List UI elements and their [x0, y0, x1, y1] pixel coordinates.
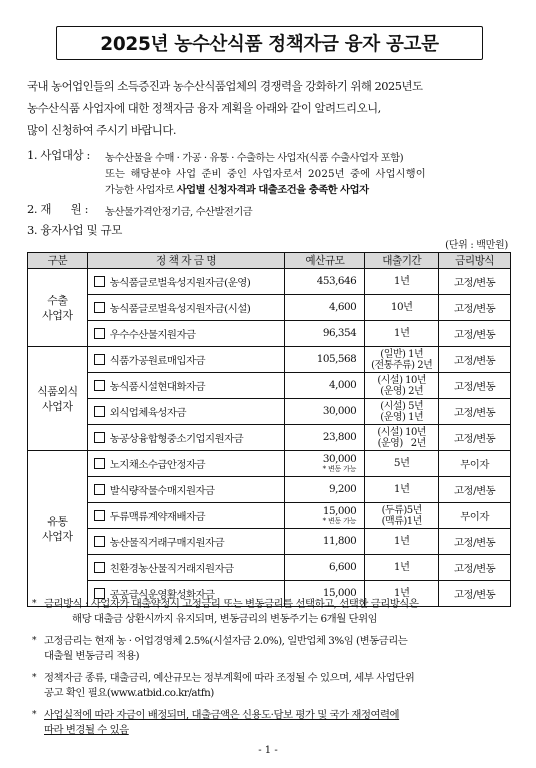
- notes-section: [32, 597, 512, 745]
- fund-name: 노지채소수급안정자금: [109, 459, 206, 471]
- checkbox-icon: [94, 432, 105, 443]
- period-line: (운영) 1년: [380, 411, 424, 423]
- rate-cell: 고정/변동: [439, 581, 511, 607]
- fund-name: 농식품글로벌육성지원자금(운영): [109, 277, 251, 289]
- page-title: 2025년 농수산식품 정책자금 융자 공고문: [56, 26, 483, 60]
- budget-value: 23,800: [322, 431, 357, 443]
- budget-cell: [285, 295, 365, 321]
- section-1-line-text: 가능한 사업자로: [105, 184, 174, 196]
- rate-cell: 고정/변동: [439, 555, 511, 581]
- checkbox-icon: [94, 458, 105, 469]
- table-header-row: [28, 253, 511, 269]
- fund-name-cell: [87, 321, 285, 347]
- fund-name: 공공급식운영활성화자금: [109, 589, 215, 601]
- budget-cell: [285, 503, 365, 529]
- fund-name: 발식량작물수매지원자금: [109, 485, 215, 497]
- fund-name: 농식품글로벌육성지원자금(시설): [109, 303, 251, 315]
- category-name-line: 수출: [47, 293, 68, 307]
- header-budget: 예산규모: [285, 253, 365, 269]
- budget-cell: [285, 321, 365, 347]
- fund-name-cell: [87, 451, 285, 477]
- intro-line: 국내 농어업인들의 소득증진과 농수산식품업체의 경쟁력을 강화하기 위해 2025년도: [27, 79, 423, 93]
- period-line: (시설) 10년: [377, 374, 427, 386]
- budget-value: 96,354: [322, 327, 357, 339]
- category-name-line: 식품외식: [37, 384, 78, 398]
- note-line: 고정금리는 현재 농 · 어업경영체 2.5%(시설자금 2.0%), 일반업체 3%임 (변동금리는: [44, 635, 408, 647]
- period-line: (운영) 2년: [380, 385, 424, 397]
- note-marker: *: [32, 599, 36, 609]
- note-line: 해당 대출금 상환시까지 유지되며, 변동금리의 변동주기는 6개월 단위임: [44, 613, 378, 625]
- budget-cell: [285, 347, 365, 373]
- period-line: (시설) 10년: [377, 426, 427, 438]
- checkbox-icon: [94, 276, 105, 287]
- budget-cell: [285, 529, 365, 555]
- fund-name-cell: [87, 269, 285, 295]
- rate-cell: 무이자: [439, 503, 511, 529]
- intro-paragraph: [27, 75, 511, 142]
- period-cell: [365, 555, 439, 581]
- budget-cell: [285, 451, 365, 477]
- budget-value: 30,000: [322, 453, 357, 465]
- fund-name: 두류맥류계약재배자금: [109, 511, 206, 523]
- checkbox-icon: [94, 354, 105, 365]
- header-rate: 금리방식: [439, 253, 511, 269]
- table-row: [28, 295, 511, 321]
- section-3-label: 3. 융자사업 및 규모: [27, 223, 122, 237]
- rate-cell: 고정/변동: [439, 477, 511, 503]
- table-row: [28, 425, 511, 451]
- table-row: [28, 555, 511, 581]
- table-row: [28, 399, 511, 425]
- note-marker: *: [32, 710, 36, 720]
- note-line: 대출월 변동금리 적용): [44, 650, 139, 662]
- note-line: 따라 변경될 수 있음: [44, 724, 129, 736]
- budget-value: 9,200: [329, 483, 357, 495]
- checkbox-icon: [94, 562, 105, 573]
- fund-name-cell: [87, 373, 285, 399]
- period-line: (일반) 1년: [380, 348, 424, 360]
- period-cell: [365, 295, 439, 321]
- fund-name-cell: [87, 477, 285, 503]
- category-name-line: 사업자: [42, 308, 73, 322]
- category-name-line: 사업자: [42, 529, 73, 543]
- note-line: 공고 확인 필요(www.atbid.co.kr/atfn): [44, 687, 214, 699]
- budget-cell: [285, 373, 365, 399]
- header-category: 구분: [28, 253, 88, 269]
- period-cell: [365, 347, 439, 373]
- fund-name: 외식업체육성자금: [109, 407, 186, 419]
- fund-name-cell: [87, 529, 285, 555]
- period-line: (운영) 2년: [377, 437, 426, 449]
- period-line: 1년: [393, 587, 410, 599]
- period-cell: [365, 425, 439, 451]
- fund-name: 친환경농산물직거래지원자금: [109, 563, 234, 575]
- section-2-text: 농산물가격안정기금, 수산발전기금: [105, 206, 253, 218]
- intro-line: 많이 신청하여 주시기 바랍니다.: [27, 123, 177, 138]
- checkbox-icon: [94, 510, 105, 521]
- period-cell: [365, 269, 439, 295]
- period-cell: [365, 321, 439, 347]
- note-item: [32, 671, 512, 701]
- period-line: 1년: [393, 327, 410, 339]
- note-line: 사업실적에 따라 자금이 배정되며, 대출금액은 신용도·담보 평가 및 국가 재정여력에: [44, 709, 400, 721]
- table-row: [28, 477, 511, 503]
- section-2-label: 2. 재 원 :: [27, 202, 89, 216]
- period-line: 10년: [390, 301, 413, 313]
- budget-value: 4,000: [329, 379, 357, 391]
- table-row: [28, 373, 511, 399]
- section-1-emphasis: 사업별 신청자격과 대출조건을 충족한 사업자: [176, 184, 369, 196]
- period-line: (두류)5년: [381, 504, 422, 516]
- rate-cell: 고정/변동: [439, 347, 511, 373]
- budget-note: * 변동 가능: [322, 465, 357, 473]
- budget-cell: [285, 555, 365, 581]
- checkbox-icon: [94, 406, 105, 417]
- budget-value: 6,600: [329, 561, 357, 573]
- note-item: [32, 634, 512, 664]
- fund-name-cell: [87, 295, 285, 321]
- table-row: [28, 503, 511, 529]
- period-line: 1년: [393, 561, 410, 573]
- note-marker: *: [32, 673, 36, 683]
- category-cell: [28, 269, 88, 347]
- rate-cell: 무이자: [439, 451, 511, 477]
- budget-value: 453,646: [316, 275, 357, 287]
- unit-label: (단위 : 백만원): [445, 240, 508, 251]
- rate-cell: 고정/변동: [439, 399, 511, 425]
- budget-value: 4,600: [329, 301, 357, 313]
- fund-name: 농산물직거래구매지원자금: [109, 537, 225, 549]
- header-period: 대출기간: [365, 253, 439, 269]
- fund-name-cell: [87, 503, 285, 529]
- table-row: [28, 321, 511, 347]
- period-line: (시설) 5년: [380, 400, 424, 412]
- table-row: [28, 269, 511, 295]
- checkbox-icon: [94, 302, 105, 313]
- fund-name-cell: [87, 399, 285, 425]
- page-number: - 1 -: [258, 745, 278, 756]
- fund-name-cell: [87, 555, 285, 581]
- period-cell: [365, 529, 439, 555]
- period-cell: [365, 373, 439, 399]
- category-name-line: 사업자: [42, 399, 73, 413]
- fund-name: 농식품시설현대화자금: [109, 381, 206, 393]
- fund-name: 식품가공원료매입자금: [109, 355, 206, 367]
- note-line: 정책자금 종류, 대출금리, 예산규모는 정부계획에 따라 조정될 수 있으며, 세부 사업단위: [44, 672, 415, 684]
- budget-note: * 변동 가능: [322, 517, 357, 525]
- budget-value: 15,000: [322, 587, 357, 599]
- period-cell: [365, 503, 439, 529]
- fund-name: 농공상융합형중소기업지원자금: [109, 433, 244, 445]
- period-line: 1년: [393, 535, 410, 547]
- checkbox-icon: [94, 380, 105, 391]
- period-line: 1년: [393, 275, 410, 287]
- note-item: [32, 708, 512, 738]
- table-row: [28, 451, 511, 477]
- budget-value: 30,000: [322, 405, 357, 417]
- fund-name-cell: [87, 425, 285, 451]
- section-1-line: 또는 해당분야 사업 준비 중인 사업자로서 2025년 중에 사업시행이: [105, 168, 426, 180]
- period-cell: [365, 399, 439, 425]
- budget-cell: [285, 425, 365, 451]
- rate-cell: 고정/변동: [439, 373, 511, 399]
- rate-cell: 고정/변동: [439, 425, 511, 451]
- category-cell: [28, 347, 88, 451]
- rate-cell: 고정/변동: [439, 295, 511, 321]
- rate-cell: 고정/변동: [439, 269, 511, 295]
- rate-cell: 고정/변동: [439, 529, 511, 555]
- budget-value: 15,000: [322, 505, 357, 517]
- period-cell: [365, 451, 439, 477]
- budget-cell: [285, 399, 365, 425]
- checkbox-icon: [94, 484, 105, 495]
- intro-line: 농수산식품 사업자에 대한 정책자금 융자 계획을 아래와 같이 알려드리오니,: [27, 101, 381, 116]
- period-line: 5년: [393, 457, 410, 469]
- period-line: (맥류)1년: [381, 515, 422, 527]
- budget-cell: [285, 477, 365, 503]
- section-1-line: [105, 181, 369, 196]
- note-marker: *: [32, 636, 36, 646]
- header-fund-name: 정 책 자 금 명: [87, 253, 285, 269]
- budget-value: 105,568: [316, 353, 357, 365]
- section-1-line: 농수산물을 수매 · 가공 · 유통 · 수출하는 사업자(식품 수출사업자 포함): [105, 152, 404, 164]
- period-line: 1년: [393, 483, 410, 495]
- category-name-line: 유통: [47, 514, 68, 528]
- budget-cell: [285, 269, 365, 295]
- fund-name-cell: [87, 347, 285, 373]
- section-1-label: 1. 사업대상 :: [27, 148, 90, 162]
- loan-table: [27, 252, 511, 607]
- fund-name: 우수수산물지원자금: [109, 329, 196, 341]
- table-row: [28, 529, 511, 555]
- budget-value: 11,800: [322, 535, 357, 547]
- checkbox-icon: [94, 536, 105, 547]
- checkbox-icon: [94, 328, 105, 339]
- note-line: 금리방식 : 사업자가 대출약정시 고정금리 또는 변동금리를 선택하고, 선택한 금리방식은: [44, 598, 419, 610]
- note-item: [32, 597, 512, 627]
- period-line: (전통주류) 2년: [371, 359, 433, 371]
- table-row: [28, 347, 511, 373]
- category-cell: [28, 451, 88, 607]
- rate-cell: 고정/변동: [439, 321, 511, 347]
- period-cell: [365, 477, 439, 503]
